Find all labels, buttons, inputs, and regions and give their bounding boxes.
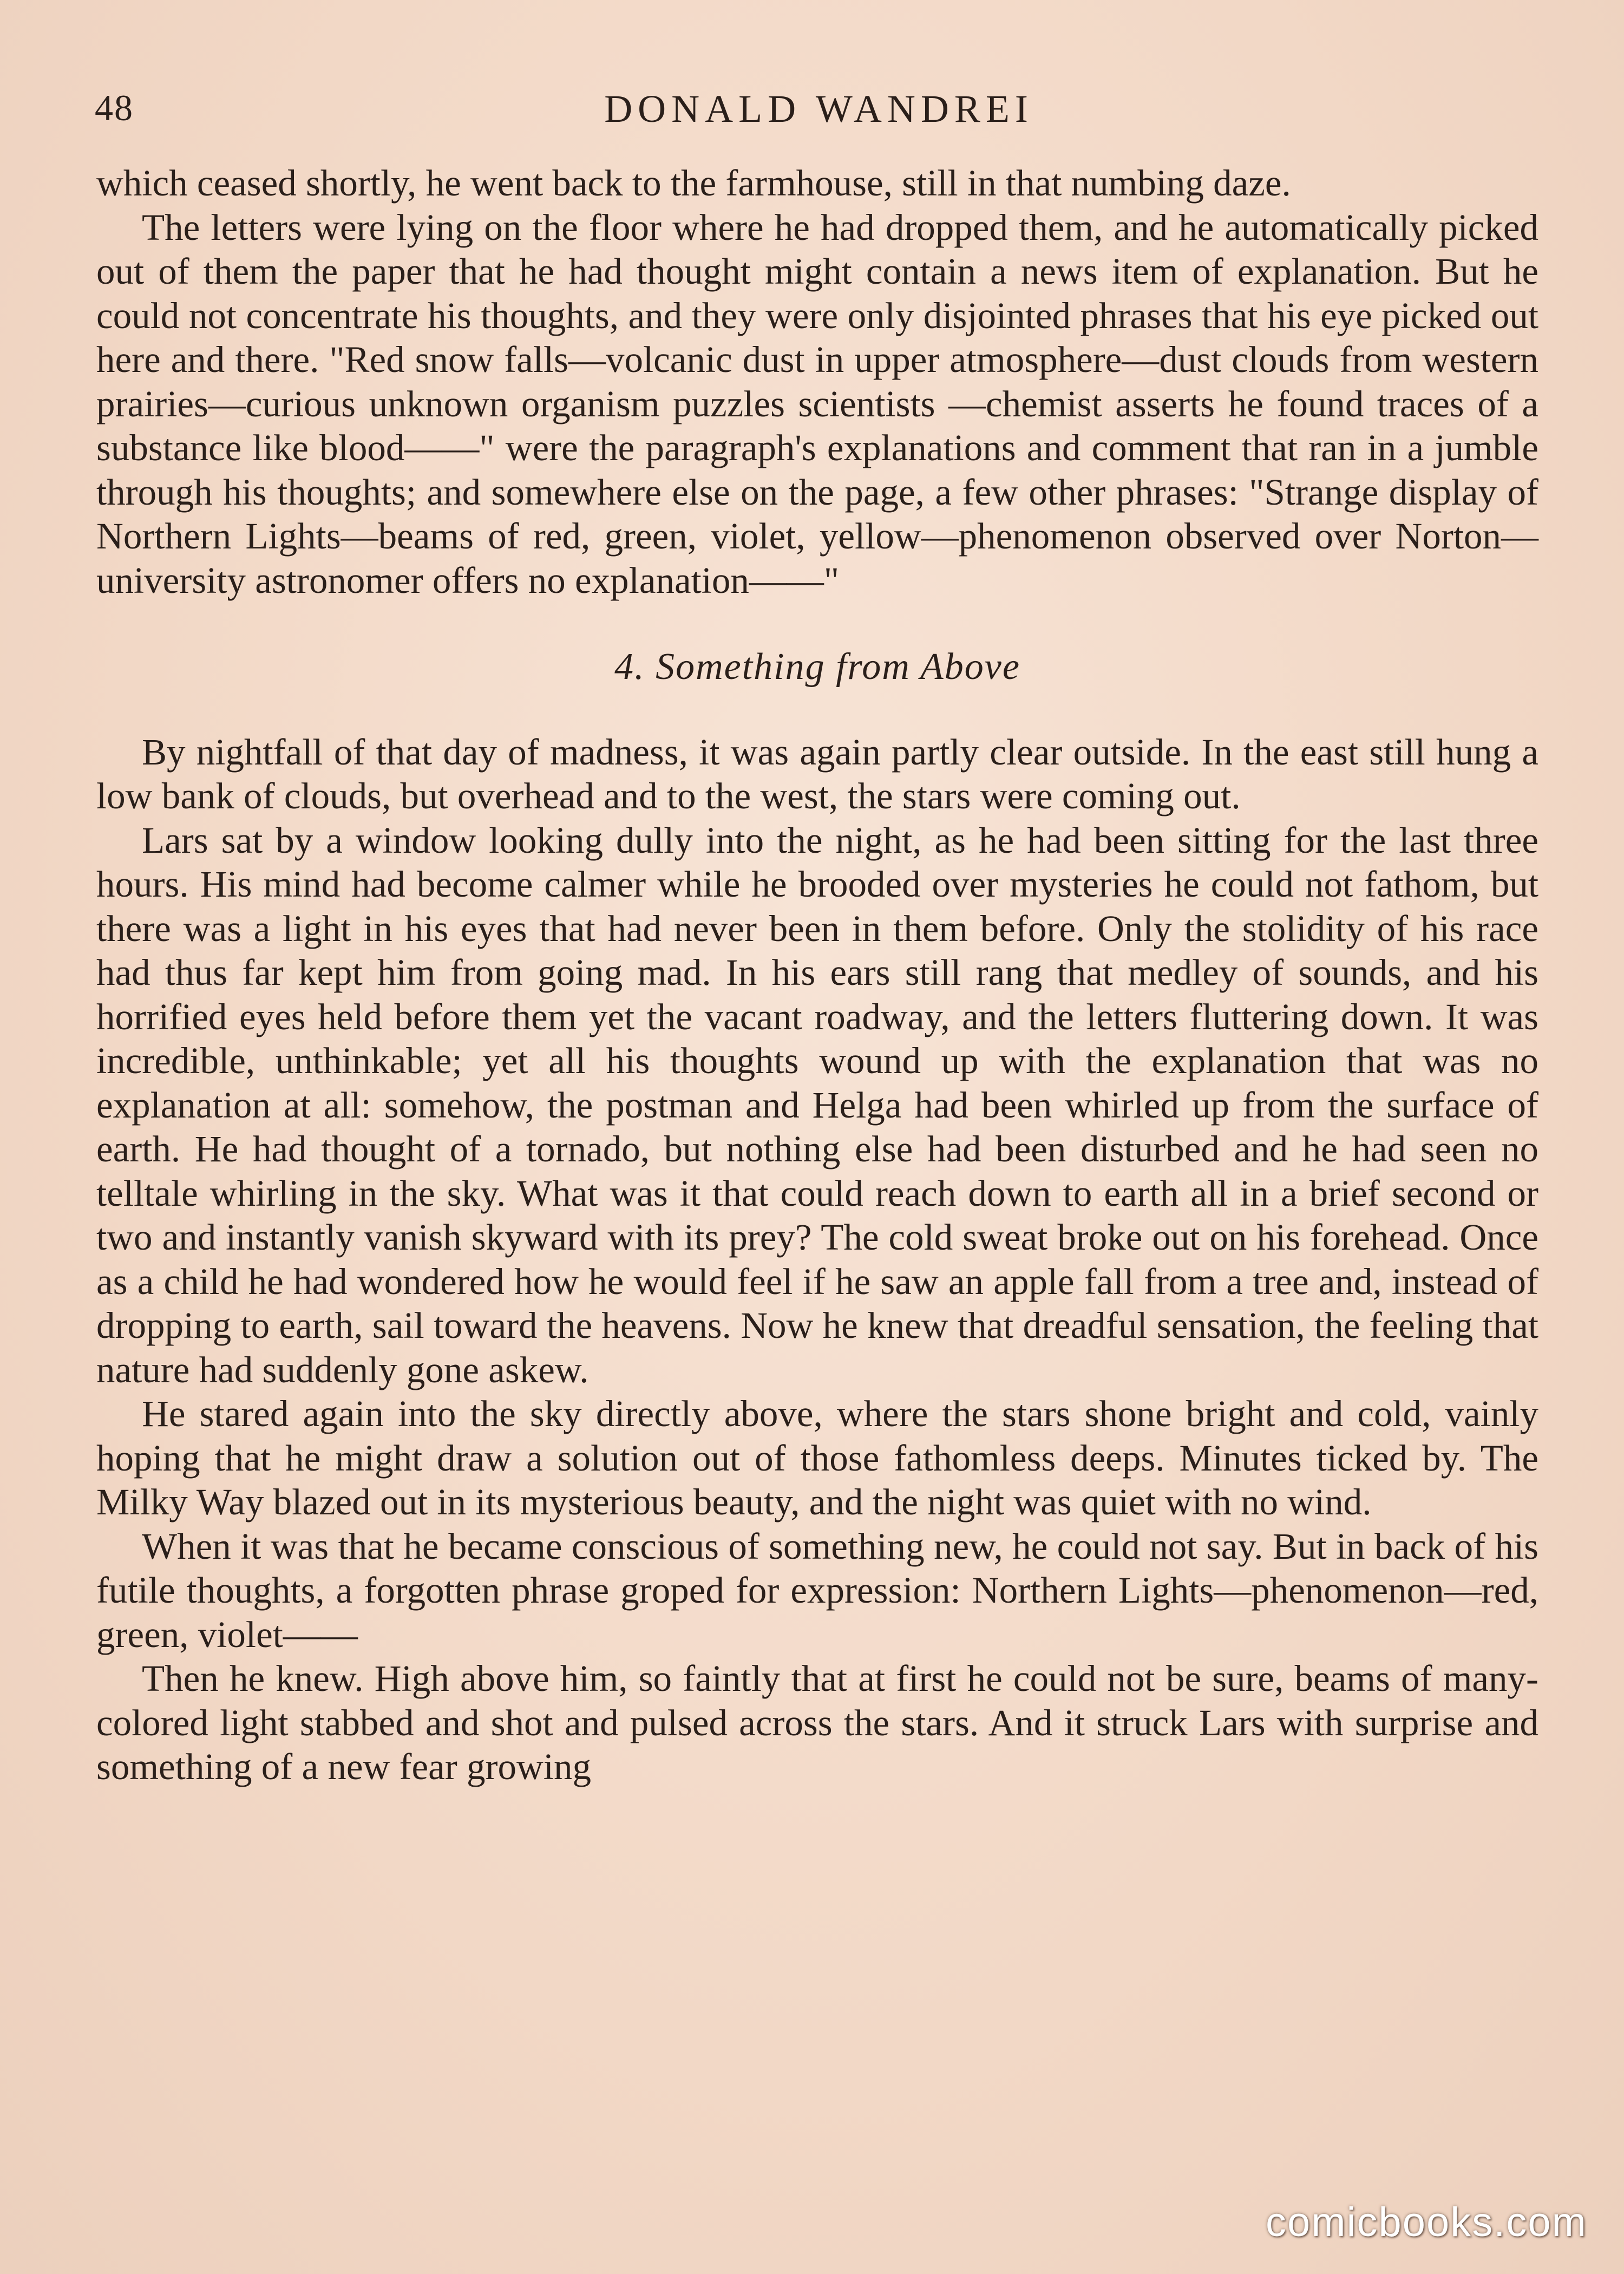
paragraph: When it was that he became conscious of something new, he could not say. But in back of his futile thoughts, a forgotten phrase groped for expression: Northern Lights—phenomenon—red, green, violet—— — [96, 1525, 1538, 1655]
running-head: DONALD WANDREI — [604, 87, 1033, 130]
paragraph-continued: which ceased shortly, he went back to the farmhouse, still in that numbing daze. — [96, 162, 1291, 204]
paragraph: By nightfall of that day of madness, it was again partly clear outside. In the east still hung a low bank of clouds, but overhead and to the west, the stars were coming out. — [96, 731, 1538, 816]
paragraph: Then he knew. High above him, so faintly that at first he could not be sure, beams of many-colored light stabbed and shot and pulsed across the stars. And it struck Lars with surprise and something of a new fear growing — [96, 1658, 1538, 1787]
paragraph: Lars sat by a window looking dully into the night, as he had been sitting for the last three hours. His mind had become calmer while he brooded over mysteries he could not fathom, but there was a light in his eyes that had never been in them before. Only the stolidity of his race had thus far kept him from going mad. In his ears still rang that medley of sounds, and his horrified eyes held before them yet the vacant roadway, and the letters fluttering down. It was incredible, unthinkable; yet all his thoughts wound up with the explanation that was no explanation at all: somehow, the postman and Helga had been whirled up from the surface of earth. He had thought of a tornado, but nothing else had been disturbed and he had seen no telltale whirling in the sky. What was it that could reach down to earth all in a brief second or two and instantly vanish skyward with its prey? The cold sweat broke out on his forehead. Once as a child he had wondered how he would feel if he saw an apple fall from a tree and, instead of dropping to earth, sail toward the heavens. Now he knew that dreadful sensation, the feeling that nature had suddenly gone askew. — [96, 819, 1538, 1390]
paragraph: The letters were lying on the floor where he had dropped them, and he automatically picked out of them the paper that he had thought might contain a news item of explanation. But he could not concentrate his thoughts, and they were only disjointed phrases that his eye picked out here and there. "Red snow falls—volcanic dust in upper atmosphere—dust clouds from western prairies—curious unknown organism puzzles scientists —chemist asserts he found traces of a substance like blood——" were the paragraph's explanations and comment that ran in a jumble through his thoughts; and somewhere else on the page, a few other phrases: "Strange display of Northern Lights—beams of red, green, violet, yellow—phenomenon observed over Norton—university astronomer offers no explanation——" — [96, 206, 1538, 601]
watermark: comicbooks.com — [1266, 2199, 1587, 2245]
text-block — [96, 161, 1538, 1789]
paragraph: He stared again into the sky directly above, where the stars shone bright and cold, vainly hoping that he might draw a solution out of those fathomless deeps. Minutes ticked by. The Milky Way blazed out in its mysterious beauty, and the night was quiet with no wind. — [96, 1393, 1538, 1522]
page-header — [95, 81, 1543, 141]
section-heading: 4. Something from Above — [614, 646, 1020, 688]
page-number: 48 — [95, 87, 134, 128]
